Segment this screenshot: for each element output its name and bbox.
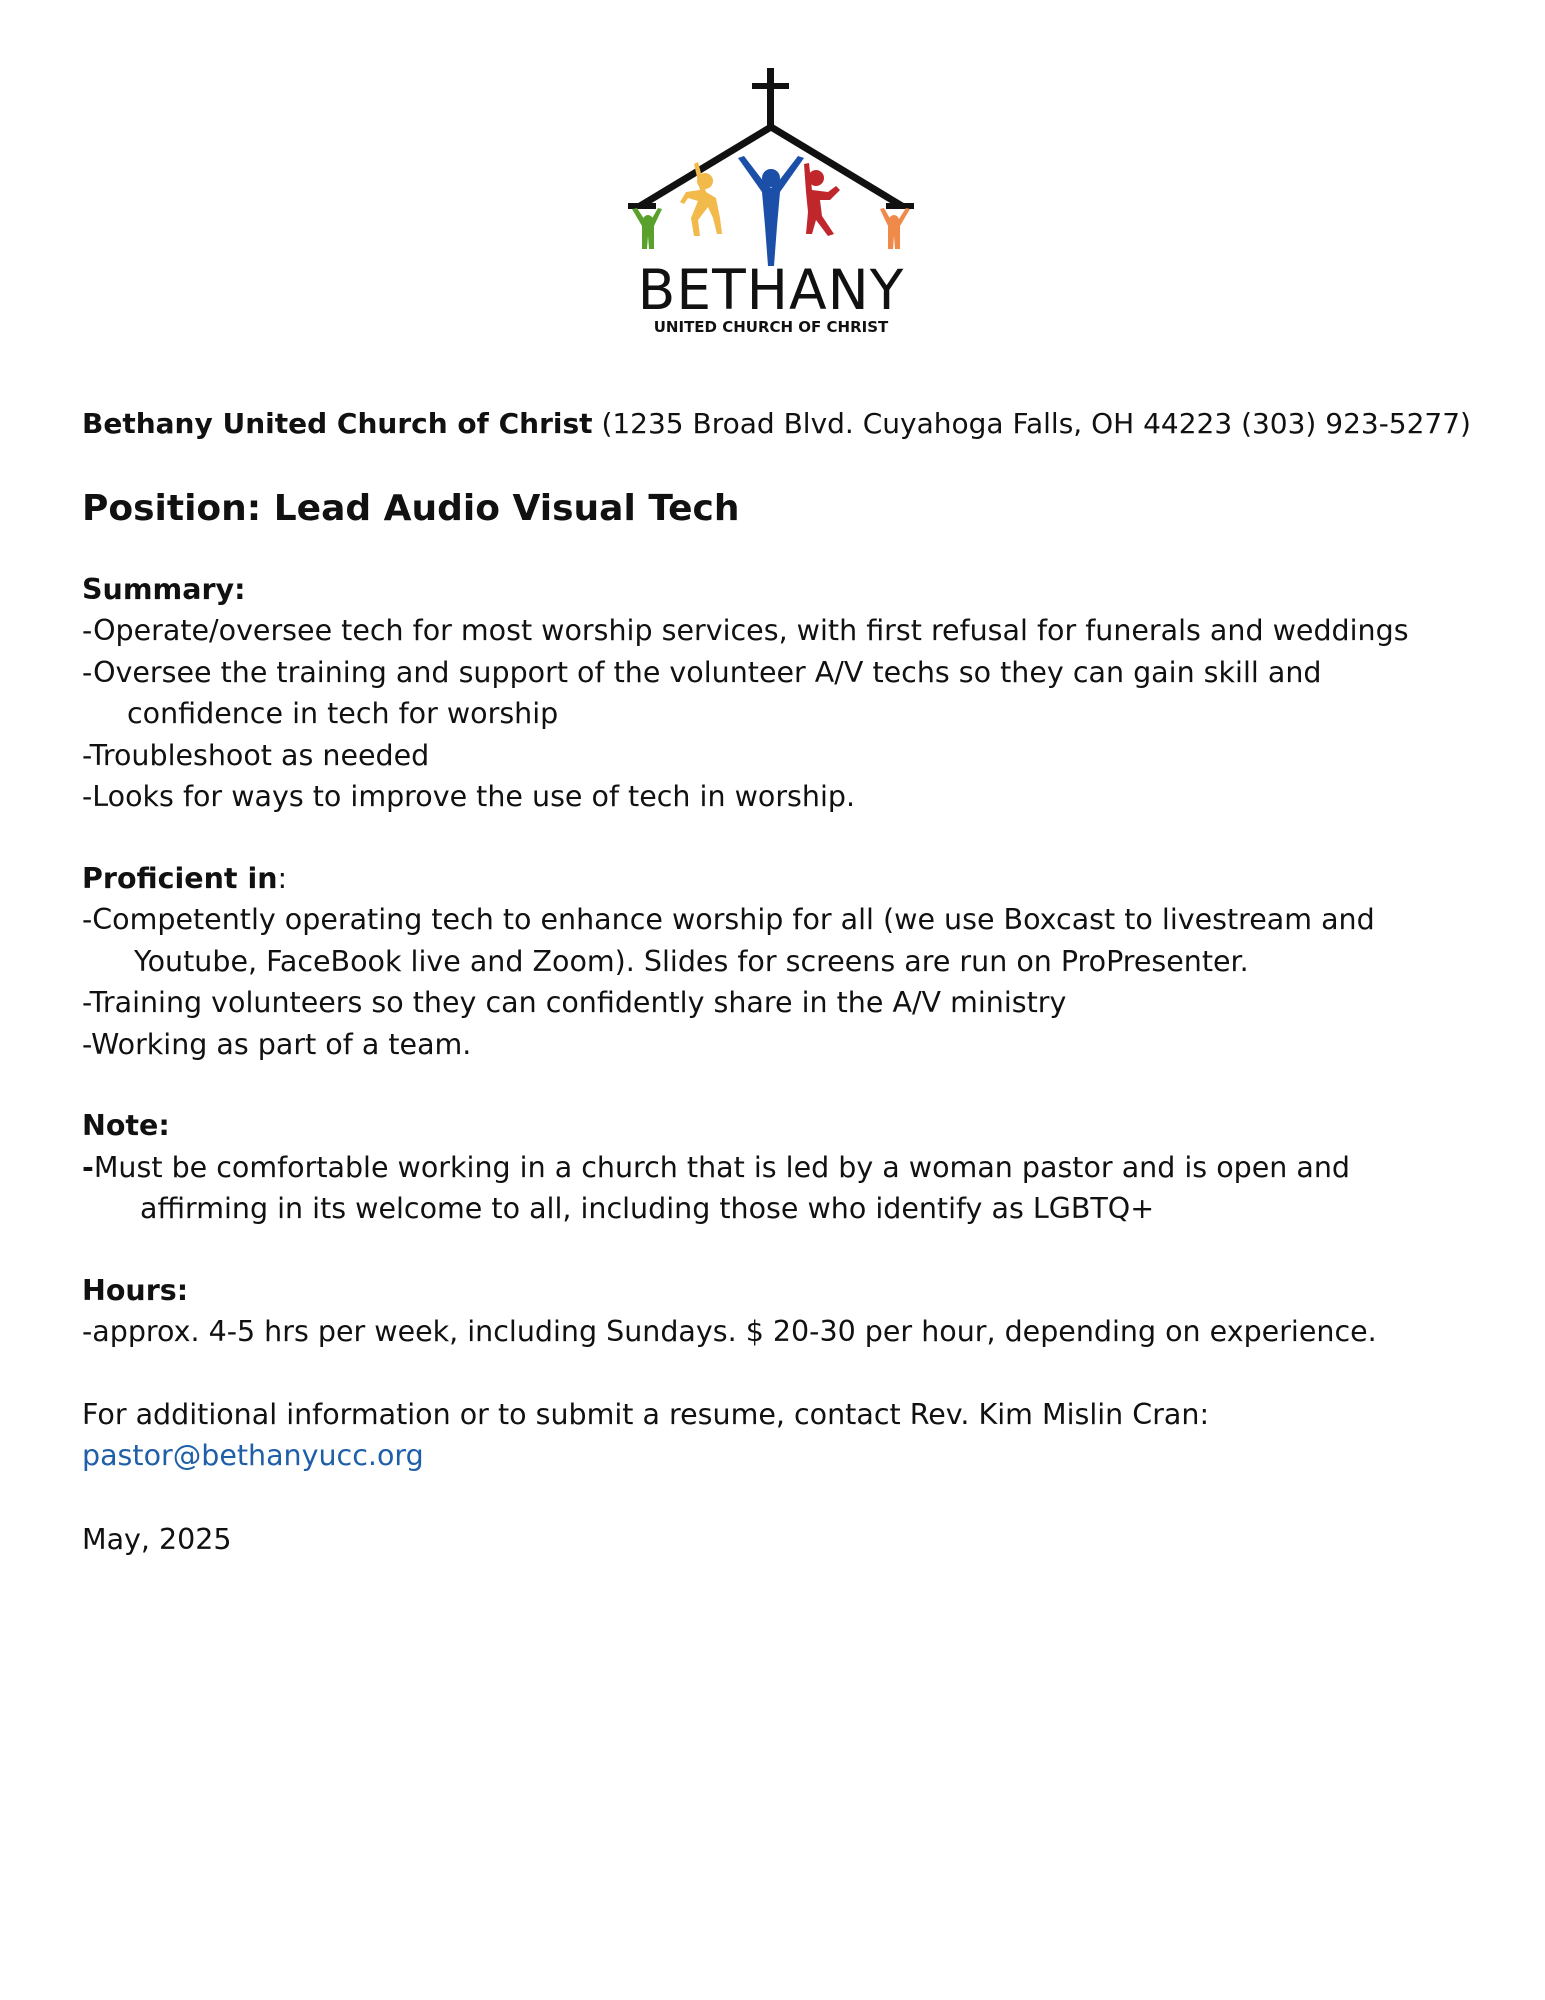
cross-vertical [767,68,774,126]
proficient-heading-colon: : [277,861,288,895]
proficient-item: -Competently operating tech to enhance worship for all (we use Boxcast to livestream and [82,903,1375,936]
proficient-item-continuation: Youtube, FaceBook live and Zoom). Slides for screens are run on ProPresenter. [134,944,1249,978]
proficient-item: -Training volunteers so they can confidently share in the A/V ministry [82,986,1067,1019]
posting-date: May, 2025 [82,1522,232,1556]
roof-eave-right [886,203,914,209]
hours-item: -approx. 4-5 hrs per week, including Sundays. $ 20-30 per hour, depending on experience. [82,1315,1377,1348]
note-item [82,1147,1482,1189]
proficient-heading-label: Proficient in [82,861,278,895]
red-figure [804,163,840,236]
green-figure [632,208,662,249]
church-name: Bethany United Church of Christ [82,407,593,440]
note-item-continuation: affirming in its welcome to all, including those who identify as LGBTQ+ [140,1192,1155,1225]
blue-figure [738,156,804,266]
logo-tagline: UNITED CHURCH OF CHRIST [653,318,889,336]
summary-heading: Summary: [82,572,246,606]
cross-horizontal [752,83,789,89]
church-info-line [82,403,1482,445]
job-posting [82,403,1482,1560]
note-text: Must be comfortable working in a church that is led by a woman pastor and is open and [93,1150,1351,1184]
summary-item: -Looks for ways to improve the use of tech in worship. [82,780,856,813]
summary-item-continuation: confidence in tech for worship [127,697,559,730]
church-people-emblem [628,66,914,266]
logo-wordmark: BETHANY [637,258,905,322]
summary-item: -Oversee the training and support of the volunteer A/V techs so they can gain skill and [82,655,1322,689]
note-dash: - [82,1150,94,1184]
note-heading: Note: [82,1109,170,1142]
proficient-heading [82,858,1482,900]
position-title: Position: Lead Audio Visual Tech [82,487,740,529]
proficient-item: -Working as part of a team. [82,1027,472,1061]
summary-item: -Troubleshoot as needed [82,738,430,772]
summary-item: -Operate/oversee tech for most worship services, with first refusal for funerals and weddings [82,614,1409,647]
orange-figure [880,208,910,249]
roof-eave-left [628,203,656,209]
contact-text: For additional information or to submit a resume, contact Rev. Kim Mislin Cran: [82,1397,1210,1431]
church-address: (1235 Broad Blvd. Cuyahoga Falls, OH 44223 (303) 923-5277) [601,407,1471,440]
hours-heading: Hours: [82,1273,189,1307]
bethany-logo [628,66,914,341]
contact-email-link[interactable]: pastor@bethanyucc.org [82,1439,424,1472]
